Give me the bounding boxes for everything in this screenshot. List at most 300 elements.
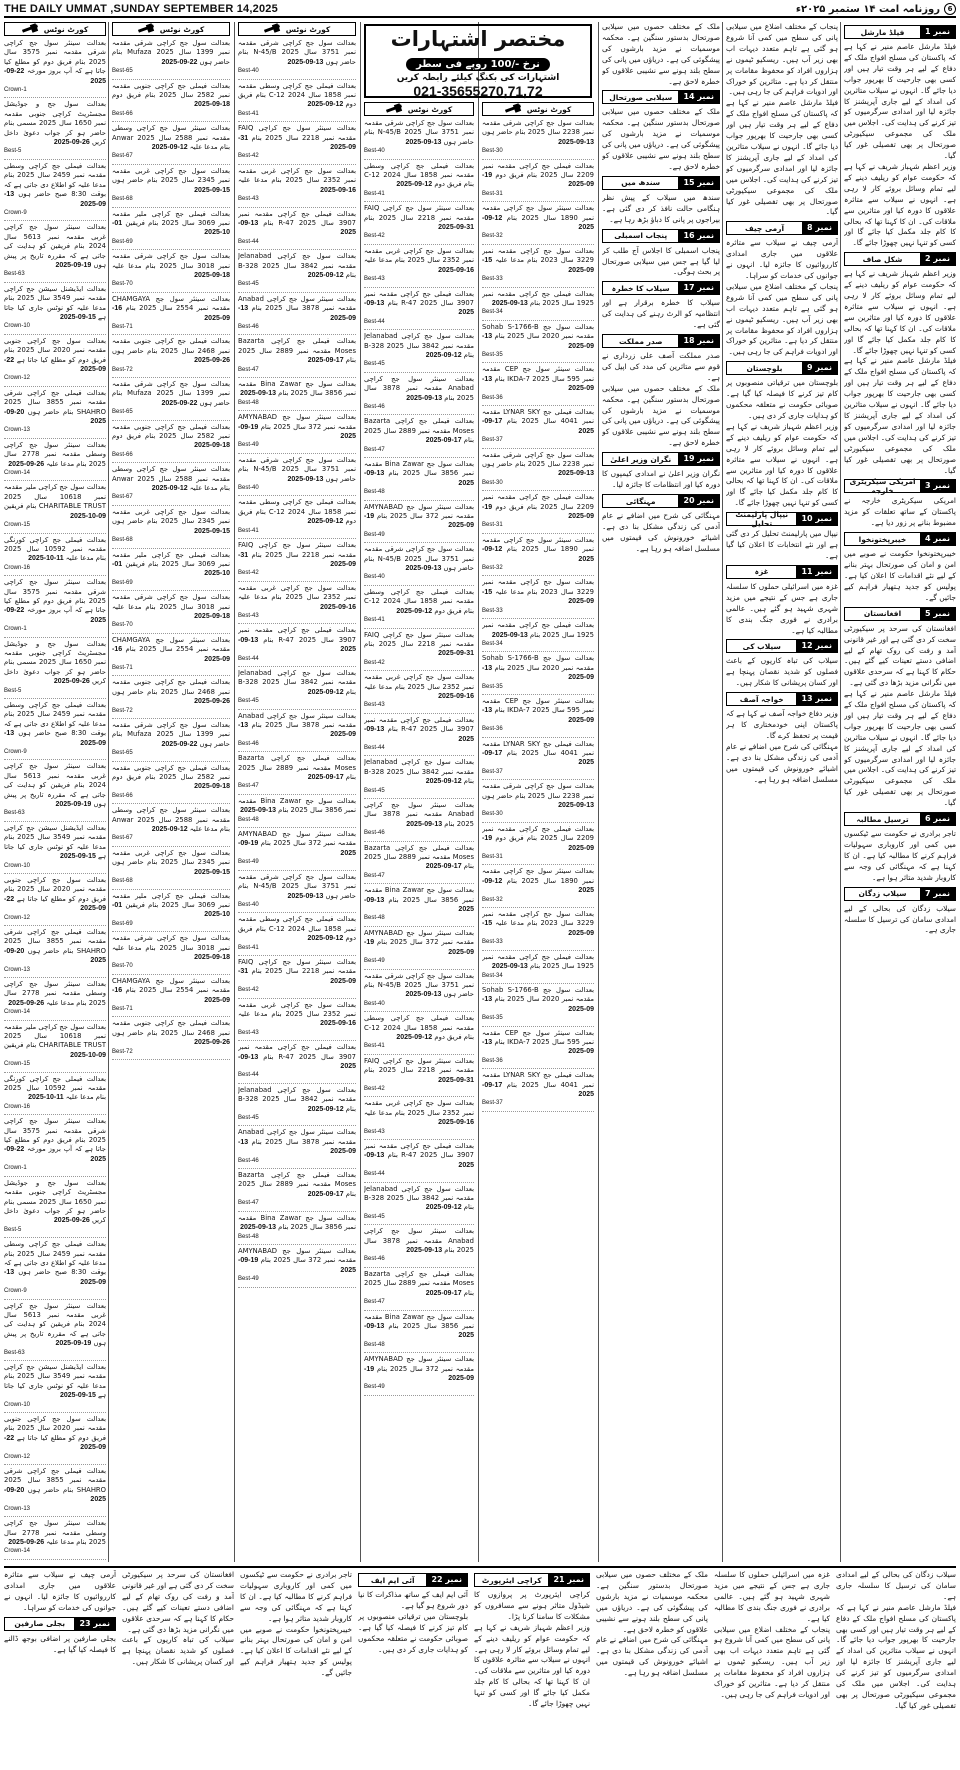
case-date: 15-09-2025 bbox=[482, 588, 594, 606]
court-case-notice bbox=[112, 82, 230, 123]
case-text: بعدالت سول جج Sohab S-1766-B مقدمہ نمبر 2020 سال 2025 بنام bbox=[482, 322, 594, 341]
case-date: 19-09-2025 bbox=[55, 1340, 92, 1348]
news-column-3 bbox=[602, 22, 720, 1562]
case-text: بعدالت فیملی جج LYNAR SKY مقدمہ نمبر 4041 سال 2025 بنام bbox=[482, 407, 594, 426]
case-text: بعدالت سول جج کراچی غربی مقدمہ نمبر 2352 سال 2025 بنام مدعا علیہ bbox=[238, 1000, 356, 1018]
masthead-urdu: روزنامہ امت ۱۴ ستمبر ۲۰۲۵ء bbox=[795, 3, 940, 15]
bottom-column bbox=[240, 1570, 352, 1764]
case-text: بعدالت سول جج کراچی شرقی مقدمہ نمبر 3751 سال 2025 N-45/B بنام حاضر ہوں bbox=[364, 971, 474, 999]
case-date: 20-09-2025 bbox=[4, 947, 106, 965]
case-date: 12-09-2025 bbox=[307, 1105, 344, 1113]
case-signature: Best-41 bbox=[238, 944, 259, 951]
court-case-notice bbox=[238, 1001, 356, 1042]
case-date: 15-09-2025 bbox=[194, 186, 230, 194]
case-date: 12-09-2025 bbox=[425, 351, 462, 359]
section-head: نمبر 1 فیلڈ مارشل bbox=[844, 25, 956, 39]
case-text: بعدالت سینئر سول جج کراچی مقدمہ نمبر 1890 سال 2025 بنام bbox=[482, 535, 594, 554]
classified-phone: 021-35655270,71,72 bbox=[413, 83, 543, 99]
section-head: نمبر 7 سیلاب زدگان bbox=[844, 887, 956, 901]
bottom-column bbox=[4, 1570, 116, 1764]
case-date: 13-09-2025 bbox=[482, 375, 594, 393]
case-signature: Best-34 bbox=[482, 309, 503, 316]
case-text: بعدالت سینئر سول جج AMYNABAD مقدمہ نمبر 372 سال 2025 بنام bbox=[238, 830, 356, 848]
court-case-notice bbox=[112, 508, 230, 549]
case-date: 13-09-2025 bbox=[364, 1322, 474, 1340]
case-text: بعدالت سینئر سول جج کراچی وسطی مقدمہ نمبر 2778 سال 2025 بنام مدعا علیہ bbox=[4, 979, 106, 1007]
case-date: 17-09-2025 bbox=[307, 357, 344, 365]
court-case-notice bbox=[364, 758, 474, 799]
section-head: نمبر 19 نگران وزیر اعلیٰ bbox=[602, 452, 720, 466]
case-date: 12-09-2025 bbox=[425, 1204, 462, 1212]
court-case-notice bbox=[364, 1227, 474, 1268]
case-date: 13-09-2025 bbox=[4, 1269, 106, 1286]
case-date: 12-09-2025 bbox=[151, 826, 188, 834]
case-signature: Best-63 bbox=[4, 810, 25, 817]
case-date: 17-09-2025 bbox=[425, 1289, 462, 1297]
court-notices-column-b bbox=[238, 22, 356, 1562]
case-list bbox=[364, 119, 474, 1396]
gavel-icon bbox=[264, 25, 280, 33]
section-head: نمبر 21 کراچی ایئرپورٹ bbox=[474, 1573, 590, 1587]
case-text: بعدالت سینئر سول جج کراچی Anabad مقدمہ نمبر 3878 سال 2025 بنام bbox=[238, 294, 356, 313]
case-date: 22-09-2025 bbox=[4, 1434, 106, 1452]
article-text: خیبرپختونخوا حکومت نے صوبے میں امن و امان کی صورتحال بہتر بنانے کے لیے نئے اقدامات کا اعلان کیا ہے۔ پولیس کو جدید ہتھیار فراہم کیے جائیں گے۔ bbox=[844, 549, 956, 602]
case-signature: Best-69 bbox=[112, 920, 133, 927]
case-signature: Best-5 bbox=[4, 148, 22, 155]
case-signature: Crown-14 bbox=[4, 1548, 31, 1555]
case-text: بعدالت فیملی جج کراچی Bazarta Moses مقدمہ نمبر 2889 سال 2025 بنام bbox=[364, 417, 474, 445]
case-date: 11-10-2025 bbox=[28, 555, 64, 563]
court-case-notice bbox=[364, 375, 474, 416]
case-text: بعدالت سینئر سول جج CHAMGAYA مقدمہ نمبر 2554 سال 2025 بنام bbox=[112, 294, 230, 313]
court-case-notice bbox=[482, 536, 594, 577]
court-case-notice bbox=[4, 1023, 106, 1073]
article-text: فیلڈ مارشل عاصم منیر نے کہا ہے کہ پاکستان کی مسلح افواج ملک کے دفاع کے لیے ہر وقت تیار ہیں اور کسی بھی جارحیت کا بھرپور جواب دیا جائے گا۔ انہوں نے سیلاب متاثرین کی امداد کے لیے جاری آپریشنز کا جائزہ لیا اور امدادی سرگرمیوں کو تیز کرنے کی ہدایت کی۔ اجلاس میں ملک کی مجموعی سیکیورٹی صورتحال پر بھی تفصیلی غور کیا گیا۔ bbox=[844, 689, 956, 808]
case-text: بعدالت سول جج کراچی شرقی مقدمہ نمبر 2238 سال 2025 بنام حاضر ہوں bbox=[482, 450, 594, 468]
case-text: بعدالت سول جج کراچی Jelanabad مقدمہ نمبر 3842 سال 2025 B-328 بنام bbox=[238, 252, 356, 279]
case-text: بعدالت سینئر سول جج CEP مقدمہ نمبر 595 سال 2025 IKDA-7 بنام bbox=[482, 365, 594, 383]
case-signature: Best-72 bbox=[112, 1048, 133, 1055]
court-case-notice bbox=[482, 578, 594, 619]
court-case-notice bbox=[238, 1043, 356, 1084]
case-signature: Best-46 bbox=[364, 403, 385, 410]
case-date: 13-09-2025 bbox=[364, 470, 474, 487]
case-text: بعدالت سینئر سول جج کراچی FAIQ مقدمہ نمبر 2218 سال 2025 بنام bbox=[238, 541, 356, 559]
case-text: بعدالت فیملی جج کراچی شرقی مقدمہ نمبر 3855 سال 2025 SHAHRO بنام حاضر ہوں bbox=[4, 1467, 106, 1494]
column-divider bbox=[360, 22, 361, 1562]
court-case-notice bbox=[364, 247, 474, 288]
court-case-notice bbox=[4, 483, 106, 533]
case-signature: Best-47 bbox=[364, 872, 385, 879]
court-case-notice bbox=[482, 247, 594, 288]
court-case-notice bbox=[482, 697, 594, 738]
case-text: بعدالت سینئر سول جج کراچی شرقی مقدمہ نمبر 3575 سال 2025 بنام فریق دوم کو مطلع کیا جاتا ہے کہ آپ بروز مورخہ bbox=[4, 578, 106, 615]
case-date: 18-09-2025 bbox=[194, 271, 230, 279]
case-date: 15-09-2025 bbox=[60, 313, 96, 321]
section-head: نمبر 11 غزہ bbox=[726, 565, 838, 579]
case-text: بعدالت فیملی جج کراچی Bazarta Moses مقدمہ نمبر 2889 سال 2025 بنام bbox=[364, 843, 474, 871]
case-date: 09-10-2025 bbox=[70, 512, 106, 520]
news-column-2 bbox=[726, 22, 838, 1562]
case-date: 19-09-2025 bbox=[364, 939, 474, 956]
court-notice-head: کورٹ نوٹس bbox=[112, 22, 230, 36]
case-signature: Best-48 bbox=[364, 915, 385, 922]
case-text: بعدالت سول جج کراچی Jelanabad مقدمہ نمبر 3842 سال 2025 B-328 بنام bbox=[364, 332, 474, 359]
case-signature: Best-49 bbox=[364, 1384, 385, 1391]
court-case-notice bbox=[364, 716, 474, 757]
case-signature: Best-30 bbox=[482, 479, 503, 486]
court-case-notice bbox=[112, 423, 230, 464]
case-text: بعدالت سول جج کراچی غربی مقدمہ نمبر 2345 سال 2025 بنام حاضر ہوں bbox=[112, 848, 230, 867]
case-date: 22-09-2025 bbox=[4, 607, 106, 624]
case-date: 18-09-2025 bbox=[194, 101, 230, 109]
case-text: بعدالت سول جج Bina Zawar مقدمہ نمبر 3856 سال 2025 بنام bbox=[238, 380, 356, 398]
case-text: بعدالت سینئر سول جج کراچی مقدمہ نمبر 1890 سال 2025 بنام bbox=[482, 867, 594, 885]
classified-contact: اشتہارات کی بکنگ کیلئے رابطہ کریں bbox=[396, 73, 560, 83]
case-signature: Best-48 bbox=[364, 489, 385, 496]
case-text: بعدالت فیملی جج کراچی مقدمہ نمبر 2209 سال 2025 بنام فریق دوم bbox=[482, 493, 594, 511]
court-case-notice bbox=[4, 389, 106, 439]
case-signature: Best-41 bbox=[238, 527, 259, 534]
case-text: بعدالت فیملی جج کراچی وسطی مقدمہ نمبر 1858 سال 2024 C-12 بنام فریق دوم bbox=[238, 81, 356, 109]
court-case-notice bbox=[238, 669, 356, 710]
case-signature: Crown-1 bbox=[4, 626, 27, 633]
case-signature: Crown-15 bbox=[4, 1061, 31, 1068]
case-text: بعدالت سینئر سول جج کراچی FAIQ مقدمہ نمبر 2218 سال 2025 بنام bbox=[238, 957, 356, 976]
case-date: 12-09-2025 bbox=[482, 214, 594, 232]
case-signature: Best-71 bbox=[112, 664, 133, 671]
case-date: 13-09-2025 bbox=[406, 394, 443, 402]
case-signature: Best-33 bbox=[482, 607, 503, 614]
case-date: 12-09-2025 bbox=[307, 518, 344, 526]
court-case-notice bbox=[4, 824, 106, 874]
case-text: بعدالت ایڈیشنل سیشن جج کراچی مقدمہ نمبر 3549 سال 2025 بنام مدعا علیہ کو نوٹس جاری کیا جاتا ہے bbox=[4, 1363, 106, 1400]
case-date: 13-09-2025 bbox=[287, 475, 324, 483]
case-signature: Best-40 bbox=[238, 901, 259, 908]
case-date: 22-09-2025 bbox=[161, 740, 198, 748]
case-text: بعدالت سول جج کراچی مقدمہ نمبر 3229 سال 2023 بنام مدعا علیہ bbox=[482, 578, 594, 596]
court-case-notice bbox=[4, 100, 106, 159]
masthead-english: THE DAILY UMMAT ,SUNDAY SEPTEMBER 14,2025 bbox=[4, 3, 278, 15]
case-text: بعدالت فیملی جج کراچی مقدمہ نمبر 3907 سال 2025 R-47 بنام bbox=[238, 209, 356, 227]
case-text: بعدالت سینئر سول جج کراچی وسطی مقدمہ نمبر 2778 سال 2025 بنام مدعا علیہ bbox=[4, 1519, 106, 1546]
case-date: 13-09-2025 bbox=[238, 636, 356, 654]
case-date: 16-09-2025 bbox=[320, 603, 356, 611]
case-text: بعدالت ایڈیشنل سیشن جج کراچی مقدمہ نمبر 3549 سال 2025 بنام مدعا علیہ کو نوٹس جاری کیا جاتا ہے bbox=[4, 284, 106, 321]
case-date: 17-09-2025 bbox=[425, 437, 462, 445]
case-date: 19-09-2025 bbox=[55, 801, 92, 809]
case-date: 19-09-2025 bbox=[482, 172, 594, 189]
section-head: نمبر 18 صدر مملکت bbox=[602, 334, 720, 348]
case-date: 31-09-2025 bbox=[238, 134, 356, 152]
case-date: 15-09-2025 bbox=[482, 257, 594, 274]
case-date: 12-09-2025 bbox=[307, 688, 344, 696]
bottom-column bbox=[596, 1570, 708, 1764]
case-date: 26-09-2025 bbox=[53, 678, 90, 686]
case-date: 12-09-2025 bbox=[425, 778, 462, 786]
case-signature: Best-63 bbox=[4, 1349, 25, 1356]
case-text: بعدالت سول جج Bina Zawar مقدمہ نمبر 3856 سال 2025 بنام bbox=[238, 796, 356, 815]
case-text: بعدالت سول جج کراچی ملیر مقدمہ نمبر 10618 سال 2025 CHARITABLE TRUST بنام فریقین bbox=[4, 1022, 106, 1050]
case-date: 13-09-2025 bbox=[491, 631, 528, 639]
court-case-notice bbox=[4, 928, 106, 978]
article-text: وزیر اعظم شہباز شریف نے کہا ہے کہ حکومت عوام کو ریلیف دینے کے لیے تمام وسائل بروئے کار لا رہی ہے۔ انہوں نے سیلاب سے متاثرہ علاقوں کا دورہ کیا اور متاثرین سے ملاقات کی۔ ان کا کہنا تھا کہ بحالی کا کام جلد مکمل کیا جائے گا اور کسی کو تنہا نہیں چھوڑا جائے گا۔ bbox=[726, 421, 838, 508]
article-text: ملک کے مختلف حصوں میں سیلابی صورتحال بدستور سنگین ہے۔ محکمہ موسمیات نے مزید بارشوں کی پیشگوئی کی ہے۔ دریاؤں میں پانی کی سطح بلند ہونے سے نشیبی علاقوں کو خطرہ لاحق ہے۔ bbox=[596, 1570, 708, 1634]
case-date: 17-09-2025 bbox=[307, 774, 344, 782]
court-case-notice bbox=[482, 408, 594, 449]
bottom-column bbox=[714, 1570, 830, 1764]
case-date: 26-09-2025 bbox=[194, 698, 230, 706]
case-signature: Best-31 bbox=[482, 522, 503, 529]
court-case-notice bbox=[4, 162, 106, 221]
article-text: ملک کے مختلف حصوں میں سیلابی صورتحال بدستور سنگین ہے۔ محکمہ موسمیات نے مزید بارشوں کی پیشگوئی کی ہے۔ دریاؤں میں پانی کی سطح بلند ہونے سے نشیبی علاقوں کو خطرہ لاحق ہے۔ bbox=[602, 383, 720, 448]
court-case-notice bbox=[4, 337, 106, 387]
case-signature: Crown-10 bbox=[4, 323, 31, 330]
court-case-notice bbox=[112, 252, 230, 293]
case-date: 13-09-2025 bbox=[240, 807, 276, 815]
case-signature: Best-40 bbox=[364, 148, 385, 155]
court-case-notice bbox=[4, 701, 106, 760]
court-case-notice bbox=[364, 460, 474, 501]
case-date: 16-09-2025 bbox=[438, 1119, 474, 1127]
article-text: فیلڈ مارشل عاصم منیر نے کہا ہے کہ پاکستان کی مسلح افواج ملک کے دفاع کے لیے ہر وقت تیار ہیں اور کسی بھی جارحیت کا بھرپور جواب دیا جائے گا۔ انہوں نے سیلاب متاثرین کی امداد کے لیے جاری آپریشنز کا جائزہ لیا اور امدادی سرگرمیوں کو تیز کرنے کی ہدایت کی۔ اجلاس میں ملک کی مجموعی سیکیورٹی صورتحال پر بھی تفصیلی غور کیا گیا۔ bbox=[844, 42, 956, 161]
case-date: 13-09-2025 bbox=[482, 664, 594, 682]
case-signature: Crown-1 bbox=[4, 1165, 27, 1172]
case-text: بعدالت فیملی جج کراچی جنوبی مقدمہ نمبر 2582 سال 2025 بنام فریق دوم bbox=[112, 422, 230, 441]
court-case-notice bbox=[364, 1313, 474, 1354]
case-text: بعدالت سول جج Bina Zawar مقدمہ نمبر 3856 سال 2025 بنام bbox=[364, 1312, 474, 1330]
court-case-notice bbox=[4, 980, 106, 1021]
case-signature: Best-42 bbox=[238, 987, 259, 994]
case-text: بعدالت سول جج Sohab S-1766-B مقدمہ نمبر 2020 سال 2025 بنام bbox=[482, 654, 594, 672]
case-text: بعدالت سول جج و جوڈیشل مجسٹریٹ کراچی جنوبی مقدمہ نمبر 1650 سال 2025 مسمی بنام حاضر ہو کر جواب دعویٰ داخل کریں bbox=[4, 100, 106, 147]
case-text: بعدالت فیملی جج LYNAR SKY مقدمہ نمبر 4041 سال 2025 بنام bbox=[482, 1071, 594, 1089]
column-divider bbox=[722, 22, 723, 1562]
court-case-notice bbox=[482, 654, 594, 695]
case-text: بعدالت سول جج Bina Zawar مقدمہ نمبر 3856 سال 2025 بنام bbox=[238, 1213, 356, 1232]
court-case-notice bbox=[238, 210, 356, 251]
court-notices-column-a bbox=[4, 22, 106, 1562]
case-date: 26-09-2025 bbox=[194, 1039, 230, 1047]
case-signature: Best-34 bbox=[482, 972, 503, 979]
case-signature: Best-48 bbox=[238, 1233, 259, 1240]
case-text: بعدالت سینئر سول جج کراچی FAIQ مقدمہ نمبر 2218 سال 2025 بنام bbox=[238, 124, 356, 142]
section-head: نمبر 4 خیبرپختونخوا bbox=[844, 532, 956, 546]
case-date: 13-09-2025 bbox=[238, 722, 356, 739]
case-date: 13-09-2025 bbox=[238, 1138, 356, 1156]
case-text: بعدالت فیملی جج کراچی مقدمہ نمبر 2209 سال 2025 بنام فریق دوم bbox=[482, 161, 594, 180]
court-notices-column-a2 bbox=[112, 22, 230, 1562]
court-case-notice bbox=[4, 640, 106, 699]
case-text: بعدالت سول جج Bina Zawar مقدمہ نمبر 3856 سال 2025 بنام bbox=[364, 460, 474, 478]
court-case-notice bbox=[4, 1467, 106, 1517]
case-text: بعدالت فیملی جج کراچی مقدمہ نمبر 1925 سال 2025 بنام bbox=[482, 289, 594, 307]
court-case-notice bbox=[238, 958, 356, 999]
court-case-notice bbox=[112, 337, 230, 378]
case-text: بعدالت فیملی جج کراچی ملیر مقدمہ نمبر 3069 سال 2025 بنام فریقین bbox=[112, 550, 230, 568]
court-case-notice bbox=[364, 886, 474, 927]
case-date: 31-09-2025 bbox=[438, 1076, 474, 1084]
case-signature: Crown-14 bbox=[4, 470, 31, 477]
case-text: بعدالت سینئر سول جج کراچی FAIQ مقدمہ نمبر 2218 سال 2025 بنام bbox=[364, 204, 474, 222]
case-signature: Best-32 bbox=[482, 565, 503, 572]
case-signature: Best-65 bbox=[112, 68, 133, 75]
court-case-notice bbox=[238, 295, 356, 336]
column-divider bbox=[234, 22, 235, 1562]
court-case-notice bbox=[112, 678, 230, 719]
case-date: 13-09-2025 bbox=[405, 565, 442, 573]
case-text: بعدالت سول جج کراچی شرقی مقدمہ نمبر 3751 سال 2025 N-45/B بنام حاضر ہوں bbox=[238, 39, 356, 66]
court-case-notice bbox=[4, 762, 106, 821]
section-head: نمبر 3 امریکی سیکریٹری خارجہ bbox=[844, 479, 956, 493]
case-date: 15-09-2025 bbox=[194, 527, 230, 535]
court-case-notice bbox=[238, 712, 356, 753]
court-case-notice bbox=[364, 588, 474, 629]
court-case-notice bbox=[364, 1185, 474, 1226]
case-signature: Best-70 bbox=[112, 281, 133, 288]
case-date: 09-10-2025 bbox=[70, 1051, 106, 1059]
court-case-notice bbox=[4, 1179, 106, 1238]
court-case-notice bbox=[482, 323, 594, 364]
case-date: 15-09-2025 bbox=[60, 853, 96, 861]
case-date: 22-09-2025 bbox=[4, 356, 106, 373]
case-date: 16-09-2025 bbox=[438, 692, 474, 700]
court-case-notice bbox=[364, 417, 474, 458]
case-date: 17-09-2025 bbox=[425, 863, 462, 871]
court-notice-head: کورٹ نوٹس bbox=[364, 102, 474, 116]
case-date: 18-09-2025 bbox=[194, 442, 230, 450]
case-signature: Crown-13 bbox=[4, 427, 31, 434]
case-signature: Best-46 bbox=[238, 740, 259, 747]
court-case-notice bbox=[238, 124, 356, 165]
case-text: بعدالت سول جج کراچی مقدمہ نمبر 3229 سال 2023 بنام مدعا علیہ bbox=[482, 246, 594, 265]
case-date: 13-09-2025 bbox=[491, 299, 528, 307]
case-signature: Best-65 bbox=[112, 750, 133, 757]
article-text: فیلڈ مارشل عاصم منیر نے کہا ہے کہ پاکستان کی مسلح افواج ملک کے دفاع کے لیے ہر وقت تیار ہیں اور کسی بھی جارحیت کا بھرپور جواب دیا جائے گا۔ انہوں نے سیلاب متاثرین کی امداد کے لیے جاری آپریشنز کا جائزہ لیا اور امدادی سرگرمیوں کو تیز کرنے کی ہدایت کی۔ اجلاس میں ملک کی مجموعی سیکیورٹی صورتحال پر بھی تفصیلی غور کیا گیا۔ bbox=[836, 1602, 956, 1710]
case-text: بعدالت سول جج کراچی غربی مقدمہ نمبر 2352 سال 2025 بنام مدعا علیہ bbox=[238, 166, 356, 185]
case-text: بعدالت سول جج کراچی شرقی مقدمہ نمبر 2238 سال 2025 بنام حاضر ہوں bbox=[482, 782, 594, 800]
court-case-notice bbox=[364, 1057, 474, 1098]
bottom-column bbox=[474, 1570, 590, 1764]
case-text: بعدالت سینئر سول جج کراچی Anabad مقدمہ نمبر 3878 سال 2025 بنام bbox=[364, 801, 474, 828]
court-case-notice bbox=[482, 621, 594, 652]
section-head: نمبر 22 آئی ایم ایف bbox=[358, 1573, 468, 1587]
case-date: 17-09-2025 bbox=[307, 1190, 344, 1198]
case-date: 26-09-2025 bbox=[194, 357, 230, 365]
case-signature: Best-68 bbox=[112, 196, 133, 203]
case-date: 16-09-2025 bbox=[438, 266, 474, 274]
case-text: بعدالت سینئر سول جج کراچی شرقی مقدمہ نمبر 3575 سال 2025 بنام فریق دوم کو مطلع کیا جاتا ہے کہ آپ بروز مورخہ bbox=[4, 39, 106, 76]
case-signature: Best-47 bbox=[364, 1299, 385, 1306]
case-text: بعدالت سول جج کراچی ملیر مقدمہ نمبر 10618 سال 2025 CHARITABLE TRUST بنام فریقین bbox=[4, 483, 106, 511]
court-case-notice bbox=[482, 740, 594, 781]
court-case-notice bbox=[4, 1363, 106, 1413]
article-text: ملک کے مختلف حصوں میں سیلابی صورتحال بدستور سنگین ہے۔ محکمہ موسمیات نے مزید بارشوں کی پیشگوئی کی ہے۔ دریاؤں میں پانی کی سطح بلند ہونے سے نشیبی علاقوں کو خطرہ لاحق ہے۔ bbox=[602, 22, 720, 86]
case-text: بعدالت سول جج کراچی غربی مقدمہ نمبر 2345 سال 2025 بنام حاضر ہوں bbox=[112, 507, 230, 526]
case-text: بعدالت فیملی جج کراچی مقدمہ نمبر 2209 سال 2025 بنام فریق دوم bbox=[482, 824, 594, 843]
case-signature: Best-37 bbox=[482, 768, 503, 775]
court-case-notice bbox=[364, 204, 474, 245]
court-case-notice bbox=[482, 290, 594, 321]
case-date: 13-09-2025 bbox=[4, 191, 106, 208]
case-text: بعدالت سول جج کراچی Jelanabad مقدمہ نمبر 3842 سال 2025 B-328 بنام bbox=[238, 1085, 356, 1113]
case-signature: Crown-12 bbox=[4, 375, 31, 382]
case-signature: Crown-9 bbox=[4, 209, 27, 216]
case-signature: Best-42 bbox=[364, 233, 385, 240]
article-text: بلوچستان میں ترقیاتی منصوبوں پر کام تیز کرنے کا فیصلہ کیا گیا ہے۔ صوبائی حکومت نے متعلقہ محکموں کو ہدایات جاری کر دی ہیں۔ bbox=[726, 378, 838, 420]
case-date: 13-09-2025 bbox=[238, 219, 356, 237]
court-case-notice bbox=[238, 873, 356, 914]
article-text: امریکی سیکریٹری خارجہ نے پاکستان کے ساتھ تعلقات کو مزید مضبوط بنانے پر زور دیا ہے۔ bbox=[844, 496, 956, 528]
case-date: 13-09-2025 bbox=[405, 138, 442, 146]
case-list bbox=[238, 39, 356, 1288]
case-signature: Best-33 bbox=[482, 939, 503, 946]
case-text: بعدالت سول جج کراچی Jelanabad مقدمہ نمبر 3842 سال 2025 B-328 بنام bbox=[364, 1184, 474, 1212]
court-case-notice bbox=[238, 413, 356, 454]
court-case-notice bbox=[364, 673, 474, 714]
court-case-notice bbox=[112, 465, 230, 506]
case-signature: Best-42 bbox=[238, 153, 259, 160]
case-text: بعدالت فیملی جج کراچی Bazarta Moses مقدمہ نمبر 2889 سال 2025 بنام bbox=[238, 337, 356, 365]
case-date: 13-09-2025 bbox=[558, 802, 594, 809]
case-signature: Best-40 bbox=[364, 1000, 385, 1007]
case-text: بعدالت سینئر سول جج AMYNABAD مقدمہ نمبر 372 سال 2025 بنام bbox=[238, 1246, 356, 1265]
case-text: بعدالت سول جج کراچی غربی مقدمہ نمبر 2352 سال 2025 بنام مدعا علیہ bbox=[364, 673, 474, 691]
article-text: تاجر برادری نے حکومت سے ٹیکسوں میں کمی اور کاروباری سہولیات فراہم کرنے کا مطالبہ کیا ہے۔ ان کا کہنا ہے کہ مہنگائی کی وجہ سے کاروبار شدید متاثر ہوا ہے۔ bbox=[240, 1570, 352, 1623]
case-date: 13-09-2025 bbox=[287, 892, 324, 900]
case-signature: Best-46 bbox=[238, 323, 259, 330]
court-case-notice bbox=[482, 493, 594, 534]
case-text: بعدالت سول جج Bina Zawar مقدمہ نمبر 3856 سال 2025 بنام bbox=[364, 886, 474, 904]
case-text: بعدالت سینئر سول جج کراچی Anabad مقدمہ نمبر 3878 سال 2025 بنام bbox=[238, 1128, 356, 1146]
case-signature: Best-5 bbox=[4, 687, 22, 694]
court-case-notice bbox=[238, 252, 356, 293]
case-signature: Best-47 bbox=[238, 366, 259, 373]
case-signature: Best-66 bbox=[112, 451, 133, 458]
case-text: بعدالت سول جج و جوڈیشل مجسٹریٹ کراچی جنوبی مقدمہ نمبر 1650 سال 2025 مسمی بنام حاضر ہو کر جواب دعویٰ داخل کریں bbox=[4, 1178, 106, 1225]
court-case-notice bbox=[364, 1014, 474, 1055]
section-head: نمبر 9 بلوچستان bbox=[726, 361, 838, 375]
case-date: 17-09-2025 bbox=[482, 749, 594, 767]
court-case-notice bbox=[364, 1355, 474, 1396]
case-text: بعدالت فیملی جج کراچی وسطی مقدمہ نمبر 1858 سال 2024 C-12 بنام فریق دوم bbox=[364, 1014, 474, 1041]
case-date: 12-09-2025 bbox=[307, 271, 344, 279]
case-text: بعدالت فیملی جج کراچی Bazarta Moses مقدمہ نمبر 2889 سال 2025 بنام bbox=[238, 754, 356, 782]
case-text: بعدالت فیملی جج کراچی Bazarta Moses مقدمہ نمبر 2889 سال 2025 بنام bbox=[364, 1269, 474, 1297]
case-signature: Best-46 bbox=[364, 830, 385, 837]
case-signature: Best-49 bbox=[238, 442, 259, 449]
court-case-notice bbox=[238, 915, 356, 956]
article-text: مہنگائی کی شرح میں اضافے نے عام آدمی کی زندگی مشکل بنا دی ہے۔ اشیائے خورونوش کی قیمتوں میں مسلسل اضافہ ہو رہا ہے۔ bbox=[602, 511, 720, 553]
case-text: بعدالت فیملی جج کراچی شرقی مقدمہ نمبر 3855 سال 2025 SHAHRO بنام حاضر ہوں bbox=[4, 927, 106, 955]
case-date: 31-09-2025 bbox=[438, 224, 474, 232]
article-text: سیلاب زدگان کی بحالی کے لیے امدادی سامان کی ترسیل کا سلسلہ جاری ہے۔ bbox=[836, 1570, 956, 1601]
court-case-notice bbox=[112, 380, 230, 421]
section-head: نمبر 6 ترسیل مطالبہ bbox=[844, 812, 956, 826]
case-signature: Crown-12 bbox=[4, 1453, 31, 1460]
case-date: 18-09-2025 bbox=[194, 783, 230, 791]
article-text: نگران وزیر اعلیٰ نے امدادی کیمپوں کا دورہ کیا اور انتظامات کا جائزہ لیا۔ bbox=[602, 469, 720, 490]
case-text: بعدالت سول جج کراچی شرقی مقدمہ نمبر 3751 سال 2025 N-45/B بنام حاضر ہوں bbox=[238, 872, 356, 900]
section-head: نمبر 8 آرمی چیف bbox=[726, 221, 838, 235]
case-text: بعدالت سول جج کراچی شرقی مقدمہ نمبر 3018 سال 2025 بنام مدعا علیہ bbox=[112, 934, 230, 952]
case-date: 13-09-2025 bbox=[238, 1053, 356, 1070]
case-text: بعدالت سینئر سول جج AMYNABAD مقدمہ نمبر 372 سال 2025 بنام bbox=[364, 928, 474, 947]
court-case-notice bbox=[4, 1075, 106, 1116]
case-text: بعدالت سینئر سول جج AMYNABAD مقدمہ نمبر 372 سال 2025 بنام bbox=[364, 502, 474, 521]
court-case-notice bbox=[4, 1117, 106, 1176]
case-signature: Crown-9 bbox=[4, 1288, 27, 1295]
